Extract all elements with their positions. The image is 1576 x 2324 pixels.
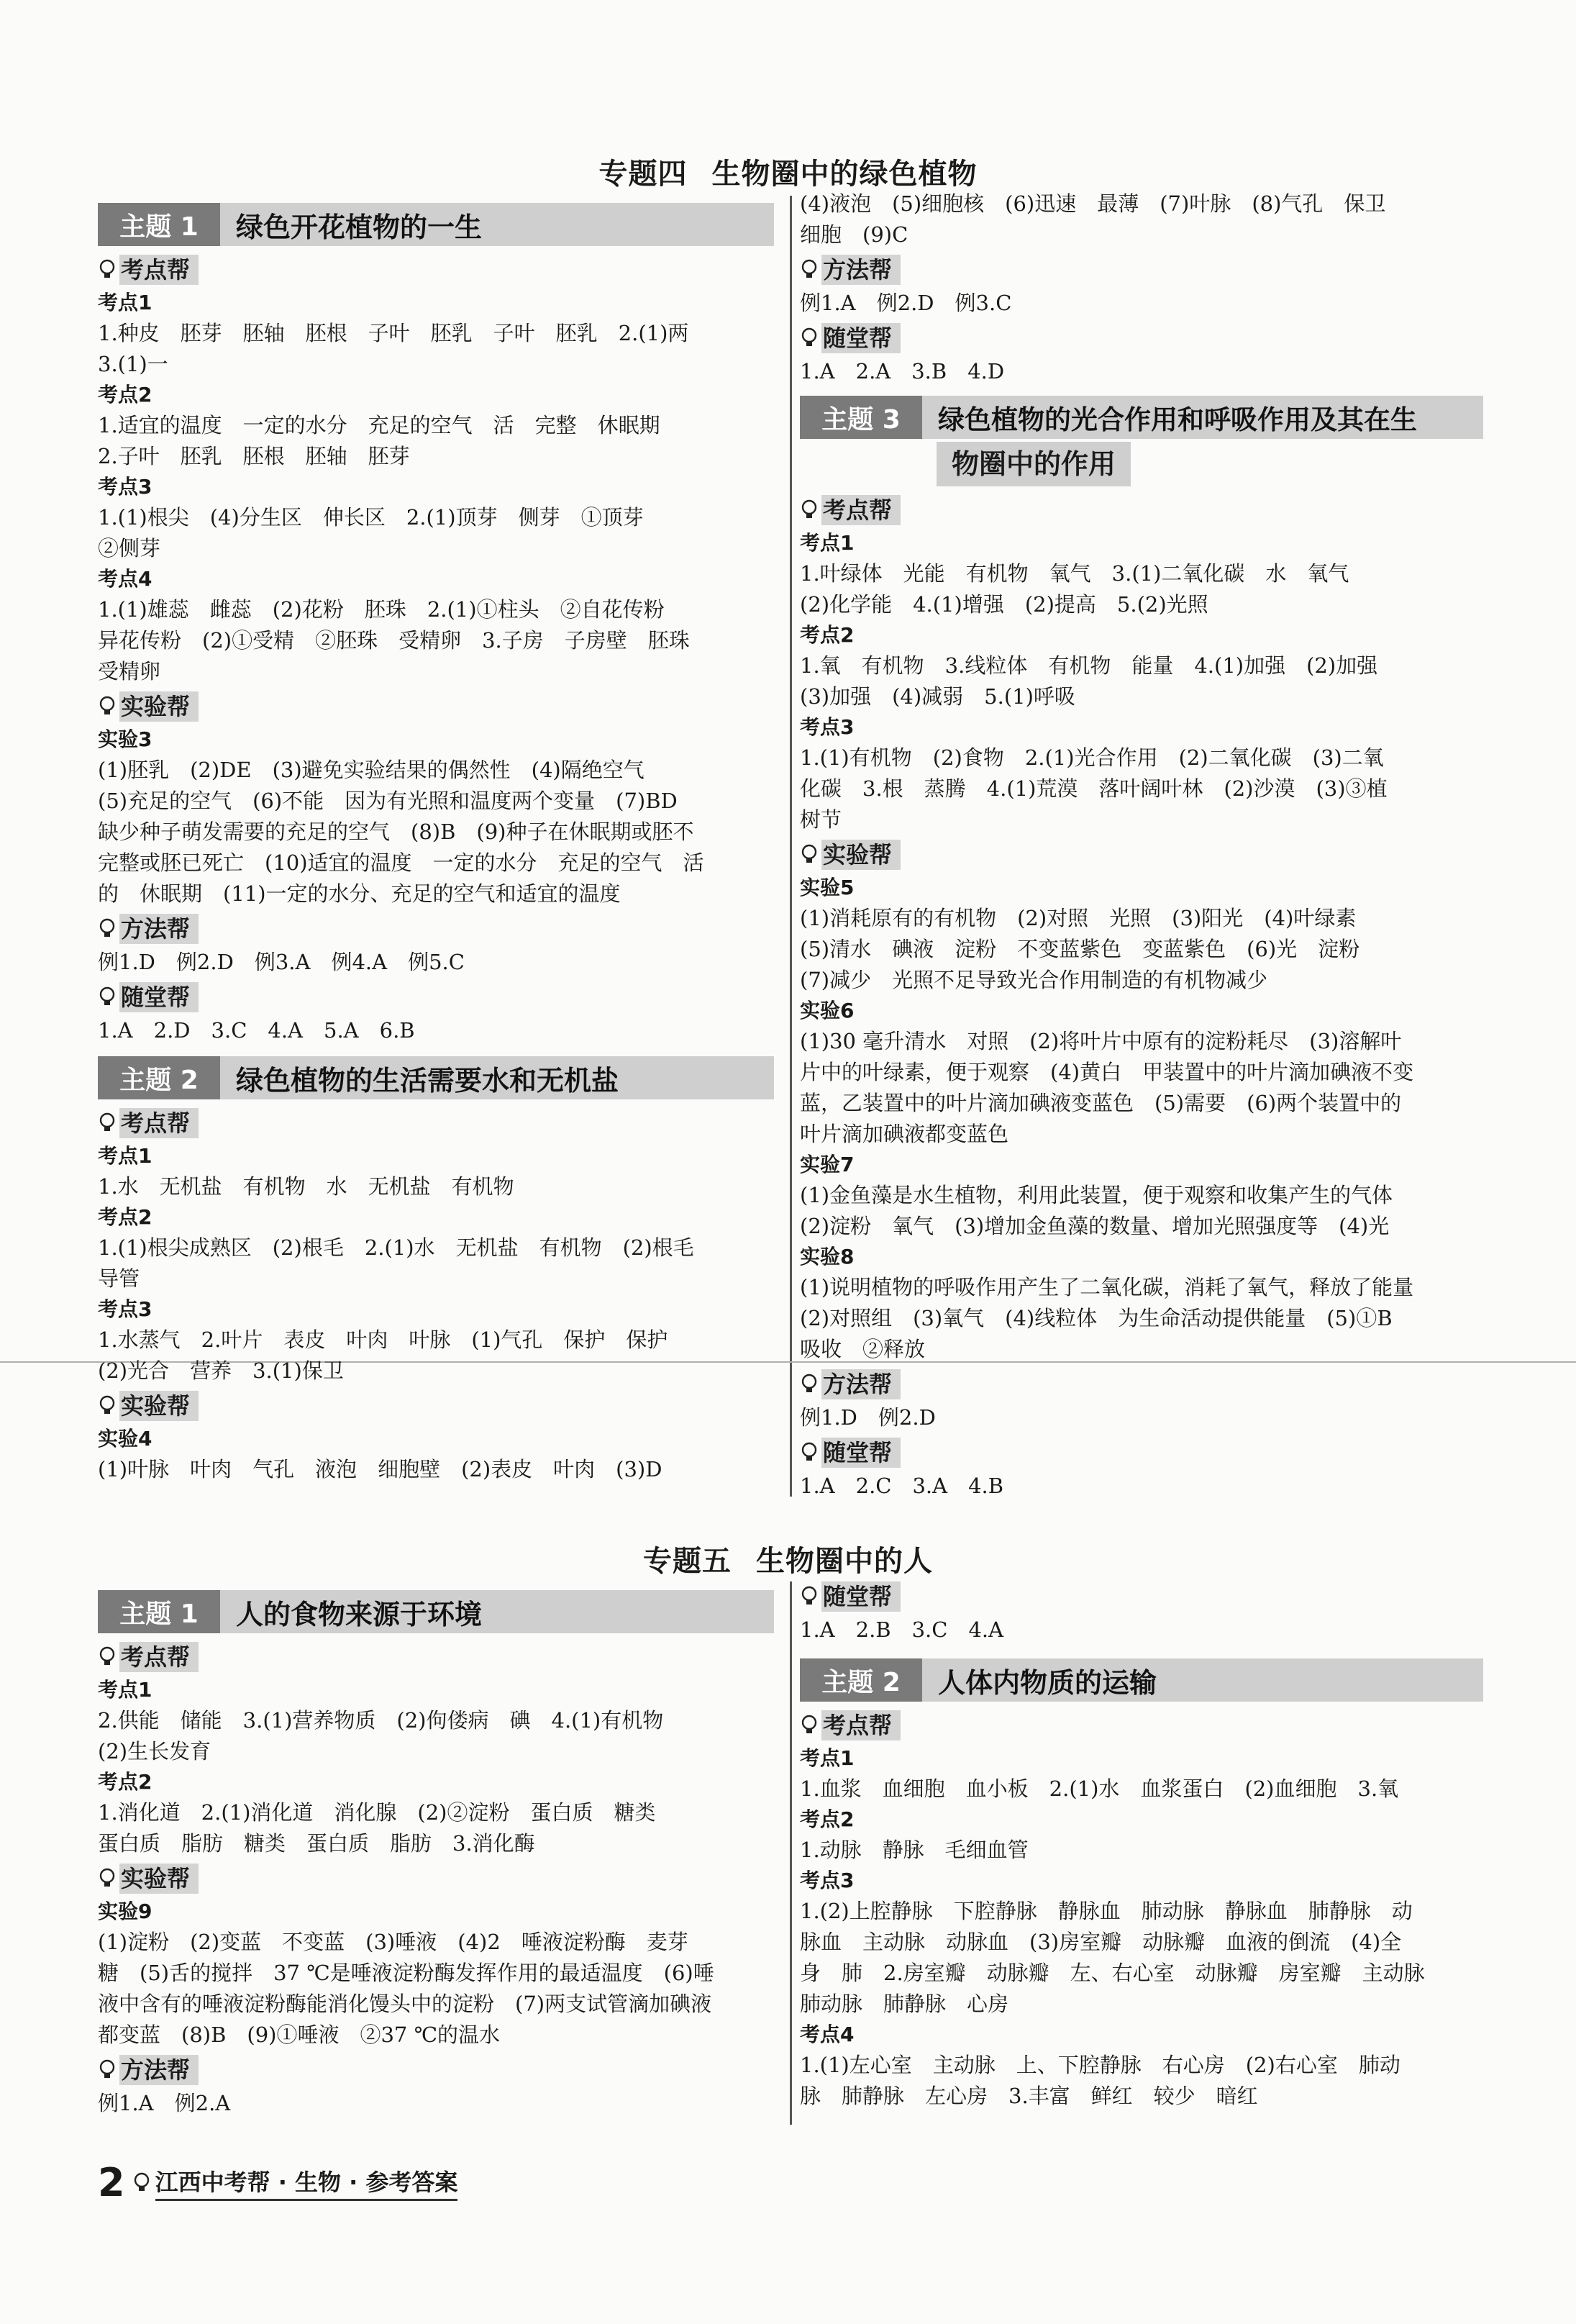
answer-text: 1.(1)根尖 (4)分生区 伸长区 2.(1)顶芽 侧芽 ①顶芽 ②侧芽 xyxy=(98,505,644,560)
answer-text: 1.A 2.B 3.C 4.A xyxy=(800,1617,1004,1642)
experiment-heading: 实验5 xyxy=(800,876,855,899)
answer-text: 1.(1)有机物 (2)食物 2.(1)光合作用 (2)二氧化碳 (3)二氧 化碳 3.根 蒸腾 4.(1)荒漠 落叶阔叶林 (2)沙漠 (3)③植 树节 xyxy=(800,745,1388,832)
section4-left-column xyxy=(98,203,774,1485)
answer-text: 例1.D 例2.D 例3.A 例4.A 例5.C xyxy=(98,950,465,974)
answer-text: (1)叶脉 叶肉 气孔 液泡 细胞壁 (2)表皮 叶肉 (3)D xyxy=(98,1457,662,1481)
shiyan-label: 实验帮 xyxy=(98,1862,774,1895)
lightbulb-icon xyxy=(800,327,819,349)
answer-text: 1.叶绿体 光能 有机物 氧气 3.(1)二氧化碳 水 氧气 (2)化学能 4.(1)增强 (2)提高 5.(2)光照 xyxy=(800,561,1349,617)
answer-text: 例1.D 例2.D xyxy=(800,1405,936,1430)
suitang-label: 随堂帮 xyxy=(800,322,1483,355)
page-footer xyxy=(98,2160,457,2205)
answer-text: (1)30 毫升清水 对照 (2)将叶片中原有的淀粉耗尽 (3)溶解叶 片中的叶绿素，便于观察 (4)黄白 甲装置中的叶片滴加碘液不变 蓝，乙装置中的叶片滴加碘液变蓝色 (5)需要 (6)两个装置中的 叶片滴加碘液都变蓝色 xyxy=(800,1029,1414,1146)
lightbulb-icon xyxy=(98,2059,117,2081)
answer-text: 例1.A 例2.D 例3.C xyxy=(800,291,1012,315)
answer-text: 2.供能 储能 3.(1)营养物质 (2)佝偻病 碘 4.(1)有机物 (2)生长发育 xyxy=(98,1708,664,1764)
answer-text: 1.水 无机盐 有机物 水 无机盐 有机物 xyxy=(98,1174,514,1199)
topic-badge: 主题 2 xyxy=(800,1658,922,1702)
answer-text: (1)淀粉 (2)变蓝 不变蓝 (3)唾液 (4)2 唾液淀粉酶 麦芽 糖 (5)舌的搅拌 37 ℃是唾液淀粉酶发挥作用的最适温度 (6)唾 液中含有的唾液淀粉酶能消化馒头中的淀粉 (7)两支试管滴加碘液 都变蓝 (8)B (9)①唾液 ②37 ℃的温水 xyxy=(98,1930,714,2047)
lightbulb-icon xyxy=(800,1586,819,1607)
section5-title-num: 专题五 xyxy=(643,1545,732,1578)
footer-text: 江西中考帮 · 生物 · 参考答案 xyxy=(155,2164,458,2201)
fangfa-label: 方法帮 xyxy=(98,2053,774,2087)
section4-title xyxy=(0,151,1576,192)
suitang-label: 随堂帮 xyxy=(800,1580,1483,1613)
kaodian-label: 考点帮 xyxy=(800,1709,1483,1742)
answer-text: (1)消耗原有的有机物 (2)对照 光照 (3)阳光 (4)叶绿素 (5)清水 碘液 淀粉 不变蓝紫色 变蓝紫色 (6)光 淀粉 (7)减少 光照不足导致光合作用制造的有机物减少 xyxy=(800,906,1360,992)
answer-text: (1)说明植物的呼吸作用产生了二氧化碳，消耗了氧气，释放了能量 (2)对照组 (3)氧气 (4)线粒体 为生命活动提供能量 (5)①B 吸收 ②释放 xyxy=(800,1275,1414,1361)
answer-text: 1.A 2.D 3.C 4.A 5.A 6.B xyxy=(98,1018,415,1043)
answer-text: 1.A 2.C 3.A 4.B xyxy=(800,1474,1004,1498)
answer-text: 1.动脉 静脉 毛细血管 xyxy=(800,1838,1029,1862)
lightbulb-icon xyxy=(800,1442,819,1463)
fangfa-label: 方法帮 xyxy=(800,1368,1483,1401)
topic-badge: 主题 1 xyxy=(98,1590,220,1633)
lightbulb-icon xyxy=(98,259,117,281)
answer-text: 1.水蒸气 2.叶片 表皮 叶肉 叶脉 (1)气孔 保护 保护 (2)光合 营养 3.(1)保卫 xyxy=(98,1327,668,1383)
kaodian-heading: 考点3 xyxy=(800,1869,855,1892)
section4-title-text: 生物圈中的绿色植物 xyxy=(711,158,978,191)
fangfa-label: 方法帮 xyxy=(800,253,1483,286)
kaodian-label: 考点帮 xyxy=(800,494,1483,527)
lightbulb-icon xyxy=(800,844,819,866)
answer-text: 1.(1)左心室 主动脉 上、下腔静脉 右心房 (2)右心室 肺动 脉 肺静脉 左心房 3.丰富 鲜红 较少 暗红 xyxy=(800,2053,1400,2108)
shiyan-label: 实验帮 xyxy=(98,690,774,723)
kaodian-heading: 考点4 xyxy=(800,2023,855,2046)
topic-title: 绿色开花植物的一生 xyxy=(236,211,483,243)
lightbulb-icon xyxy=(98,986,117,1008)
kaodian-heading: 考点1 xyxy=(98,291,152,314)
lightbulb-icon xyxy=(98,1646,117,1668)
answer-text: 1.种皮 胚芽 胚轴 胚根 子叶 胚乳 子叶 胚乳 2.(1)两 3.(1)一 xyxy=(98,321,689,376)
topic-title: 绿色植物的光合作用和呼吸作用及其在生 xyxy=(938,404,1417,435)
kaodian-heading: 考点1 xyxy=(98,1678,152,1702)
lightbulb-icon xyxy=(98,1395,117,1417)
lightbulb-icon xyxy=(98,918,117,940)
section5-left-column xyxy=(98,1590,774,2119)
kaodian-heading: 考点4 xyxy=(98,567,152,591)
topic-title: 绿色植物的生活需要水和无机盐 xyxy=(236,1064,619,1097)
lightbulb-icon xyxy=(132,2172,151,2194)
topic-title-line2: 物圈中的作用 xyxy=(937,442,1131,486)
section5-title xyxy=(0,1538,1576,1579)
answer-text: 1.A 2.A 3.B 4.D xyxy=(800,359,1005,383)
topic-badge: 主题 1 xyxy=(98,203,220,246)
kaodian-label: 考点帮 xyxy=(98,1107,774,1140)
experiment-heading: 实验7 xyxy=(800,1153,855,1176)
column-divider-bottom xyxy=(790,1581,792,2125)
kaodian-heading: 考点1 xyxy=(98,1144,152,1168)
topic-title: 人体内物质的运输 xyxy=(938,1666,1157,1699)
experiment-heading: 实验4 xyxy=(98,1427,152,1451)
answer-text: 1.血浆 血细胞 血小板 2.(1)水 血浆蛋白 (2)血细胞 3.氧 xyxy=(800,1776,1399,1801)
lightbulb-icon xyxy=(98,696,117,717)
answer-text: 1.消化道 2.(1)消化道 消化腺 (2)②淀粉 蛋白质 糖类 蛋白质 脂肪 糖类 蛋白质 脂肪 3.消化酶 xyxy=(98,1800,656,1856)
lightbulb-icon xyxy=(800,499,819,521)
kaodian-heading: 考点1 xyxy=(800,531,855,555)
answer-text: 例1.A 例2.A xyxy=(98,2091,231,2115)
experiment-heading: 实验8 xyxy=(800,1245,855,1268)
answer-text: 1.(1)根尖成熟区 (2)根毛 2.(1)水 无机盐 有机物 (2)根毛 导管 xyxy=(98,1235,694,1291)
experiment-heading: 实验6 xyxy=(800,999,855,1022)
kaodian-heading: 考点3 xyxy=(98,1297,152,1321)
answer-text: 1.(2)上腔静脉 下腔静脉 静脉血 肺动脉 静脉血 肺静脉 动 脉血 主动脉 动脉血 (3)房室瓣 动脉瓣 血液的倒流 (4)全 身 肺 2.房室瓣 动脉瓣 左、右心室 动脉瓣 房室瓣 主动脉 肺动脉 肺静脉 心房 xyxy=(800,1899,1425,2016)
answer-text: 1.适宜的温度 一定的水分 充足的空气 活 完整 休眠期 2.子叶 胚乳 胚根 胚轴 胚芽 xyxy=(98,413,660,468)
answer-text: (1)金鱼藻是水生植物，利用此装置，便于观察和收集产生的气体 (2)淀粉 氧气 (3)增加金鱼藻的数量、增加光照强度等 (4)光 xyxy=(800,1183,1393,1238)
section5-title-text: 生物圈中的人 xyxy=(756,1545,933,1578)
fangfa-label: 方法帮 xyxy=(98,912,774,945)
kaodian-heading: 考点2 xyxy=(800,623,855,647)
kaodian-label: 考点帮 xyxy=(98,253,774,286)
shiyan-label: 实验帮 xyxy=(800,838,1483,871)
lightbulb-icon xyxy=(800,1374,819,1395)
lightbulb-icon xyxy=(800,1715,819,1736)
answer-text-continued: (4)液泡 (5)细胞核 (6)迅速 最薄 (7)叶脉 (8)气孔 保卫 细胞 (9)C xyxy=(800,191,1386,247)
kaodian-label: 考点帮 xyxy=(98,1640,774,1674)
kaodian-heading: 考点1 xyxy=(800,1746,855,1770)
answer-text: (1)胚乳 (2)DE (3)避免实验结果的偶然性 (4)隔绝空气 (5)充足的空气 (6)不能 因为有光照和温度两个变量 (7)BD 缺少种子萌发需要的充足的空气 (8)B (9)种子在休眠期或胚不 完整或胚已死亡 (10)适宜的温度 一定的水分 充足的空气 活 的 休眠期 (11)一定的水分、充足的空气和适宜的温度 xyxy=(98,758,704,906)
answer-text: 1.(1)雄蕊 雌蕊 (2)花粉 胚珠 2.(1)①柱头 ②自花传粉 异花传粉 (2)①受精 ②胚珠 受精卵 3.子房 子房壁 胚珠 受精卵 xyxy=(98,597,690,684)
kaodian-heading: 考点3 xyxy=(800,715,855,739)
s5-topic1-header xyxy=(98,1590,774,1633)
topic-badge: 主题 2 xyxy=(98,1056,220,1099)
kaodian-heading: 考点2 xyxy=(800,1807,855,1831)
lightbulb-icon xyxy=(98,1112,117,1134)
section4-right-column xyxy=(800,189,1483,1502)
lightbulb-icon xyxy=(800,259,819,281)
kaodian-heading: 考点2 xyxy=(98,1770,152,1794)
topic-badge: 主题 3 xyxy=(800,396,922,439)
shiyan-label: 实验帮 xyxy=(98,1389,774,1422)
s4-topic3-header xyxy=(800,396,1483,486)
suitang-label: 随堂帮 xyxy=(800,1436,1483,1469)
section4-title-num: 专题四 xyxy=(598,158,688,191)
section5-right-column xyxy=(800,1577,1483,2112)
kaodian-heading: 考点3 xyxy=(98,475,152,499)
kaodian-heading: 考点2 xyxy=(98,383,152,407)
experiment-heading: 实验9 xyxy=(98,1899,152,1923)
lightbulb-icon xyxy=(98,1868,117,1889)
experiment-heading: 实验3 xyxy=(98,727,152,751)
s4-topic2-header xyxy=(98,1056,774,1099)
answer-text: 1.氧 有机物 3.线粒体 有机物 能量 4.(1)加强 (2)加强 (3)加强 (4)减弱 5.(1)呼吸 xyxy=(800,653,1378,709)
kaodian-heading: 考点2 xyxy=(98,1205,152,1229)
topic-title: 人的食物来源于环境 xyxy=(236,1598,483,1630)
s4-topic1-header xyxy=(98,203,774,246)
page-number: 2 xyxy=(98,2160,125,2205)
suitang-label: 随堂帮 xyxy=(98,981,774,1014)
s5-topic2-header xyxy=(800,1658,1483,1702)
column-divider-top xyxy=(790,196,792,1497)
